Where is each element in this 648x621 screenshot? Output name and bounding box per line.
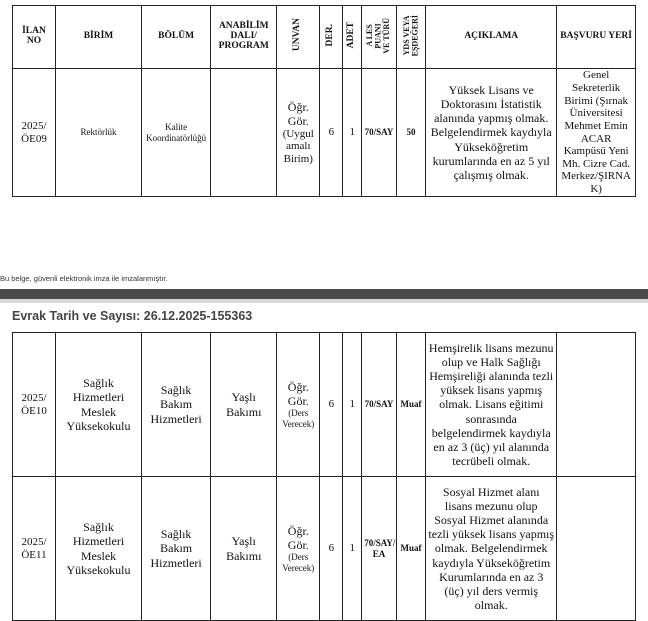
birim-cell: Sağlık Hizmetleri Meslek Yüksekokulu: [56, 477, 142, 621]
header-birim: BİRİM: [56, 6, 142, 69]
basvuru-cell: [557, 477, 636, 621]
unvan-note: (Ders Verecek): [282, 408, 315, 429]
aciklama-cell: Sosyal Hizmet alanı lisans mezunu olup Sosyal Hizmet alanında tezli yüksek lisans yapmış olmak. Belgelendirmek kaydıyla Yükseköğretim Kurumlarında en az 3 (üç) yıl ders vermiş olmak.: [426, 477, 557, 621]
header-ilan-no: İLAN NO: [13, 6, 56, 69]
header-bolum: BÖLÜM: [142, 6, 211, 69]
yds-cell: 50: [396, 69, 425, 197]
birim-cell: Rektörlük: [56, 69, 142, 197]
adet-cell: 1: [343, 477, 362, 621]
job-listing-table-top: [12, 5, 636, 197]
aciklama-cell: Hemşirelik lisans mezunu olup ve Halk Sağlığı Hemşireliği alanında tezli yüksek lisans yapmış olmak. Lisans eğitimi sonrasında belgelendirmek kaydıyla en az 3 (üç) yıl alanında tecrübeli olmak.: [426, 333, 557, 477]
ilan-no-cell: 2025/ ÖE09: [13, 69, 56, 197]
unvan-main: Öğr. Gör.: [287, 524, 309, 553]
anabilim-cell: [211, 69, 277, 197]
basvuru-cell: [557, 333, 636, 477]
ales-cell: 70/SAY: [362, 69, 397, 197]
unvan-note: (Uygul amalı Birim): [282, 127, 314, 165]
table-header-row: [13, 6, 636, 69]
header-aciklama: AÇIKLAMA: [426, 6, 557, 69]
table-row: [13, 69, 636, 197]
ilan-no-cell: 2025/ ÖE10: [13, 333, 56, 477]
bolum-cell: Sağlık Bakım Hizmetleri: [142, 477, 211, 621]
header-adet: ADET: [343, 6, 362, 69]
unvan-note: (Ders Verecek): [282, 552, 315, 573]
header-anabilim: ANABİLİM DALI/ PROGRAM: [211, 6, 277, 69]
birim-cell: Sağlık Hizmetleri Meslek Yüksekokulu: [56, 333, 142, 477]
e-signature-note: Bu belge, güvenli elektronik imza ile imzalanmıştır.: [0, 274, 168, 283]
document-date-number: Evrak Tarih ve Sayısı: 26.12.2025-155363: [12, 309, 253, 323]
yds-cell: Muaf: [396, 477, 425, 621]
bolum-cell: Kalite Koordinatörlüğü: [142, 69, 211, 197]
unvan-main: Öğr. Gör.: [287, 380, 309, 409]
header-ales: A LES PUANI VE TÜRÜ: [362, 6, 397, 69]
header-der: DER.: [320, 6, 343, 69]
derece-cell: 6: [320, 69, 343, 197]
yds-cell: Muaf: [396, 333, 425, 477]
adet-cell: 1: [343, 333, 362, 477]
unvan-cell: [277, 333, 320, 477]
ales-cell: 70/SAY/ EA: [362, 477, 397, 621]
header-basvuru: BAŞVURU YERİ: [557, 6, 636, 69]
page-separator-shadow: [0, 299, 648, 303]
table-row: [13, 333, 636, 477]
table-row: [13, 477, 636, 621]
job-listing-table-bottom: [12, 332, 636, 621]
unvan-cell: [277, 69, 320, 197]
header-yds: YDS VEYA EŞDEĞERİ: [396, 6, 425, 69]
derece-cell: 6: [320, 477, 343, 621]
unvan-main: Öğr. Gör.: [287, 99, 309, 128]
basvuru-cell: Genel Sekreterlik Birimi (Şırnak Üniversitesi Mehmet Emin ACAR Kampüsü Yeni Mh. Cizre Cad. Merkez/ŞIRNA K): [557, 69, 636, 197]
header-unvan: UNVAN: [277, 6, 320, 69]
derece-cell: 6: [320, 333, 343, 477]
unvan-cell: [277, 477, 320, 621]
ales-cell: 70/SAY: [362, 333, 397, 477]
page-separator: [0, 289, 648, 299]
anabilim-cell: Yaşlı Bakımı: [211, 477, 277, 621]
adet-cell: 1: [343, 69, 362, 197]
aciklama-cell: Yüksek Lisans ve Doktorasını İstatistik alanında yapmış olmak. Belgelendirmek kaydıyla Yükseköğretim kurumlarında en az 5 yıl çalışmış olmak.: [426, 69, 557, 197]
anabilim-cell: Yaşlı Bakımı: [211, 333, 277, 477]
bolum-cell: Sağlık Bakım Hizmetleri: [142, 333, 211, 477]
ilan-no-cell: 2025/ ÖE11: [13, 477, 56, 621]
